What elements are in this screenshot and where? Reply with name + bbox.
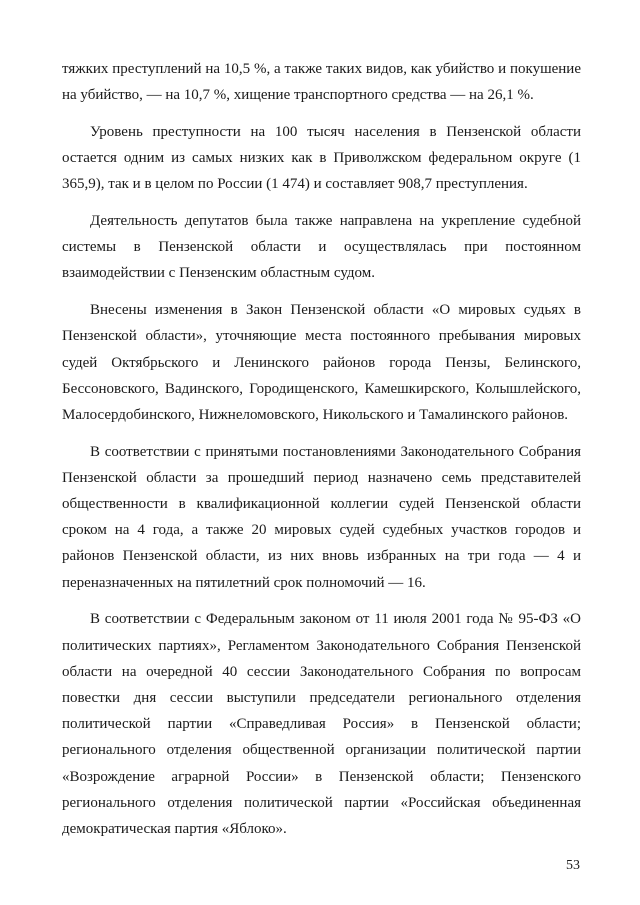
paragraph-continuation: тяжких преступлений на 10,5 %, а также таких видов, как убийство и покушение на убийство, — на 10,7 %, хищение транспортного средства — на 26,1 %. <box>62 61 581 104</box>
paragraph-crime-level: Уровень преступности на 100 тысяч населения в Пензенской области остается одним из самых низких как в Приволжском федеральном округе (1 365,9), так и в целом по России (1 474) и составляет 908,7 преступления. <box>62 123 581 193</box>
paragraph-magistrates-law: Внесены изменения в Закон Пензенской области «О мировых судьях в Пензенской области», уточняющие места постоянного пребывания мировых судей Октябрьского и Ленинского районов города Пензы, Белинского, Бессоновского, Вадинского, Городищенского, Камешкирского, Колышлейского, Малосердобинского, Нижнеломовского, Никольского и Тамалинского районов. <box>62 302 581 423</box>
paragraph-political-parties: В соответствии с Федеральным законом от 11 июля 2001 года № 95-ФЗ «О политических партиях», Регламентом Законодательного Собрания Пензенской области на очередной 40 сессии Законодательного Собрания по вопросам повестки дня сессии выступили председатели регионального отделения политической партии «Справедливая Россия» в Пензенской области; регионального отделения общественной организации политической партии «Возрождение аграрной России» в Пензенской области; Пензенского регионального отделения политической партии «Российская объединенная демократическая партия «Яблоко». <box>62 611 581 837</box>
document-body <box>62 56 581 853</box>
paragraph-appointments: В соответствии с принятыми постановлениями Законодательного Собрания Пензенской области за прошедший период назначено семь представителей общественности в квалификационной коллегии судей Пензенской области сроком на 4 года, а также 20 мировых судей судебных участков городов и районов Пензенской области, из них вновь избранных на три года — 4 и переназначенных на пятилетний срок полномочий — 16. <box>62 443 581 591</box>
page-number: 53 <box>566 858 580 873</box>
paragraph-judicial-system: Деятельность депутатов была также направлена на укрепление судебной системы в Пензенской области и осуществлялась при постоянном взаимодействии с Пензенским областным судом. <box>62 213 581 282</box>
